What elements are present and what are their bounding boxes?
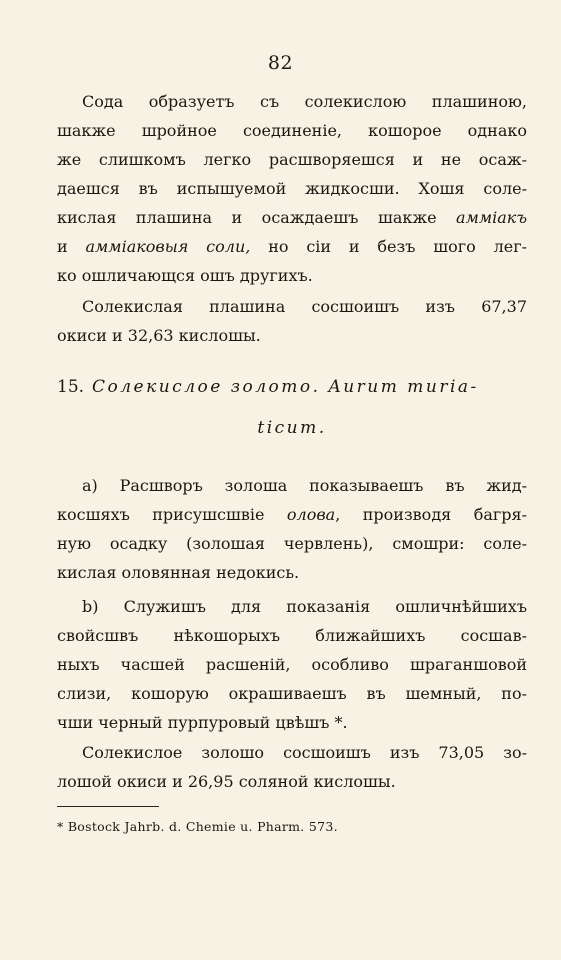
- italic-term: аммiакъ: [456, 208, 527, 227]
- footnote: * Bostock Jahrb. d. Chemie u. Pharm. 573.: [57, 819, 338, 834]
- text-line: [57, 500, 527, 529]
- text-line: лошой окиси и 26,95 соляной кислошы.: [57, 772, 396, 791]
- text-line: даешся въ испышуемой жидкосши. Хошя соле-: [57, 179, 527, 198]
- section-title: Солекислое золото. Aurum muria-: [91, 377, 479, 397]
- section-heading-continued: ticum.: [257, 418, 327, 438]
- paragraph-b: [57, 592, 527, 737]
- text-segment: , производя багря-: [335, 505, 527, 524]
- section-number: 15.: [57, 377, 85, 397]
- text-line: слизи, кошорую окрашиваешъ въ шемный, по-: [57, 684, 527, 703]
- footnote-divider: [57, 806, 159, 807]
- text-line: шакже шройное соединенiе, кошорое однако: [57, 121, 527, 140]
- text-segment: но сiи и безъ шого лег-: [250, 237, 528, 256]
- text-line: [57, 203, 527, 232]
- paragraph-gold-composition: [57, 738, 527, 796]
- text-line: ко ошличающся ошъ другихъ.: [57, 266, 313, 285]
- text-line: же слишкомъ легко расшворяешся и не осаж-: [57, 150, 527, 169]
- text-line: ныхъ часшей расшенiй, особливо шраганшовой: [57, 655, 527, 674]
- text-line: a) Расшворъ золоша показываешъ въ жид-: [82, 476, 527, 495]
- text-segment: и: [57, 237, 86, 256]
- text-segment: кислая плашина и осаждаешъ шакже: [57, 208, 457, 227]
- paragraph-soda: [57, 87, 527, 290]
- text-line: b) Служишъ для показанiя ошличнѣйшихъ: [82, 597, 527, 616]
- text-line: Солекислая плашина сосшоишъ изъ 67,37: [82, 297, 527, 316]
- text-line: [57, 232, 527, 261]
- text-segment: косшяхъ присушсшвiе: [57, 505, 287, 524]
- text-line: ную осадку (золошая червлень), смошри: соле-: [57, 534, 527, 553]
- text-line: Сода образуетъ съ солекислою плашиною,: [82, 92, 527, 111]
- italic-term: олова: [286, 505, 336, 524]
- text-line: свойсшвъ нѣкошорыхъ ближайшихъ сосшав-: [57, 626, 527, 645]
- text-line: Солекислое золошо сосшоишъ изъ 73,05 зо-: [82, 743, 527, 762]
- text-line: окиси и 32,63 кислошы.: [57, 326, 261, 345]
- section-heading: [57, 377, 527, 397]
- paragraph-platinum-composition: [57, 292, 527, 350]
- text-line: чши черный пурпуровый цвѣшъ *.: [57, 713, 348, 732]
- paragraph-a: [57, 471, 527, 587]
- italic-term: аммiаковыя соли,: [85, 237, 251, 256]
- page-number: 82: [267, 52, 294, 74]
- text-line: кислая оловянная недокись.: [57, 563, 300, 582]
